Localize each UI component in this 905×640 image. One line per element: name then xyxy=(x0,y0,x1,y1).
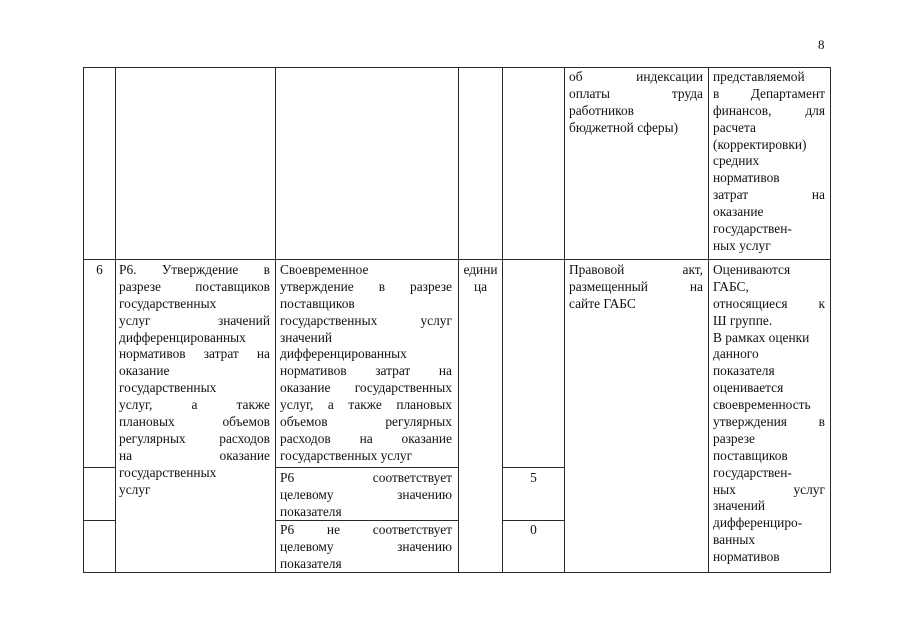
cell-line: бюджетной сферы) xyxy=(569,119,679,135)
cell-line: средних xyxy=(713,153,760,169)
table-top-border xyxy=(83,67,831,68)
cell-line: оплаты труда xyxy=(569,85,703,101)
unit-cell xyxy=(459,262,502,296)
cell-line: услуг xyxy=(119,481,151,497)
cell-line: государственных услуг xyxy=(280,312,452,328)
cell-line: оценивается xyxy=(713,380,784,396)
cell-line: разрезе xyxy=(713,430,755,446)
cell-line: расчета xyxy=(713,119,756,135)
score-value: 0 xyxy=(530,522,537,537)
cell-line: утверждения в xyxy=(713,414,825,430)
cell-line: Ш группе. xyxy=(713,312,773,328)
cell-line: финансов, для xyxy=(713,102,825,118)
cell-line: дифференцированных xyxy=(280,346,407,362)
row-number xyxy=(84,262,115,279)
cell-line: государственных xyxy=(119,464,217,480)
cell-line: показателя xyxy=(713,363,775,379)
criterion-score-not-met xyxy=(503,522,564,539)
cell-line: поставщиков xyxy=(280,295,355,311)
cell-line: Р6 не соответствует xyxy=(280,522,452,537)
cell-line: нормативов затрат на xyxy=(119,346,270,362)
cell-line: нормативов xyxy=(713,549,780,565)
cell-line: объемов регулярных xyxy=(280,414,452,430)
description-cell xyxy=(280,262,452,465)
cell-line: Р6. Утверждение в xyxy=(119,262,270,277)
cell-line: ванных xyxy=(713,532,756,548)
cell-line: Оцениваются xyxy=(713,262,791,277)
cell-line: государственных xyxy=(119,380,217,396)
column-border xyxy=(458,67,459,573)
source-cell xyxy=(569,262,703,313)
cell-line: утверждение в разрезе xyxy=(280,278,452,294)
criteria-divider xyxy=(502,467,564,468)
cell-line: своевременность xyxy=(713,397,811,413)
cell-line: услуг, а также плановых xyxy=(280,397,452,413)
cell-line: оказание xyxy=(119,363,170,379)
cell-line: размещенный на xyxy=(569,278,703,294)
cell-line: относящиеся к xyxy=(713,295,825,311)
cell-line: показателя xyxy=(280,503,342,519)
column-border xyxy=(115,67,116,573)
cell-line: государствен- xyxy=(713,221,792,237)
cell-line: об индексации xyxy=(569,69,703,84)
cell-line: целевому значению xyxy=(280,486,452,502)
cell-line: значений xyxy=(280,329,333,345)
column-border xyxy=(830,67,831,573)
cell-line: Р6 соответствует xyxy=(280,470,452,485)
cell-line: затрат на xyxy=(713,187,825,203)
cell-line: нормативов xyxy=(713,170,780,186)
cell-line: ца xyxy=(473,278,488,294)
cell-line: услуг значений xyxy=(119,312,270,328)
cell-line: оказание xyxy=(713,204,764,220)
cell-line: разрезе поставщиков xyxy=(119,278,270,294)
column-border xyxy=(564,67,565,573)
criterion-text-met xyxy=(280,470,452,521)
cell-line: регулярных расходов xyxy=(119,430,270,446)
cell-line: на оказание xyxy=(119,447,270,463)
cell-line: представляемой xyxy=(713,69,805,84)
cell-line: дифференцированных xyxy=(119,329,246,345)
cell-line: данного xyxy=(713,346,759,362)
cell-line: Правовой акт, xyxy=(569,262,703,277)
cell-line: оказание государственных xyxy=(280,380,452,396)
column-border xyxy=(708,67,709,573)
cell-line: расходов на оказание xyxy=(280,430,452,446)
note-cell xyxy=(713,262,825,566)
column-border xyxy=(83,67,84,573)
source-cell-continued xyxy=(569,69,703,137)
cell-line: поставщиков xyxy=(713,447,788,463)
cell-line: едини xyxy=(463,262,498,277)
cell-line: ГАБС, xyxy=(713,278,749,294)
criterion-text-not-met xyxy=(280,522,452,573)
cell-line: дифференциро- xyxy=(713,515,803,531)
cell-line: ных услуг xyxy=(713,237,771,253)
cell-line: плановых объемов xyxy=(119,414,270,430)
cell-line: государственных услуг xyxy=(280,447,413,463)
row-number-text: 6 xyxy=(96,262,103,277)
table-bottom-border xyxy=(83,572,831,573)
criteria-divider xyxy=(83,467,115,468)
criterion-score-met xyxy=(503,470,564,487)
cell-line: ных услуг xyxy=(713,481,825,497)
cell-line: целевому значению xyxy=(280,538,452,554)
cell-line: работников xyxy=(569,102,634,118)
cell-line: государственных xyxy=(119,295,217,311)
cell-line: (корректировки) xyxy=(713,136,807,152)
cell-line: услуг, а также xyxy=(119,397,270,413)
cell-line: государствен- xyxy=(713,464,792,480)
note-cell-continued xyxy=(713,69,825,255)
page-number: 8 xyxy=(818,37,825,52)
cell-line: сайте ГАБС xyxy=(569,295,636,311)
cell-line: нормативов затрат на xyxy=(280,363,452,379)
column-border xyxy=(502,67,503,573)
indicator-cell xyxy=(119,262,270,498)
criteria-divider xyxy=(83,520,115,521)
cell-line: показателя xyxy=(280,555,342,571)
row-divider xyxy=(83,259,831,260)
cell-line: В рамках оценки xyxy=(713,329,810,345)
criteria-divider xyxy=(275,467,458,468)
cell-line: значений xyxy=(713,498,766,514)
criteria-divider xyxy=(502,520,564,521)
cell-line: в Департамент xyxy=(713,85,825,101)
column-border xyxy=(275,67,276,573)
score-value: 5 xyxy=(530,470,537,485)
cell-line: Своевременное xyxy=(280,262,369,277)
